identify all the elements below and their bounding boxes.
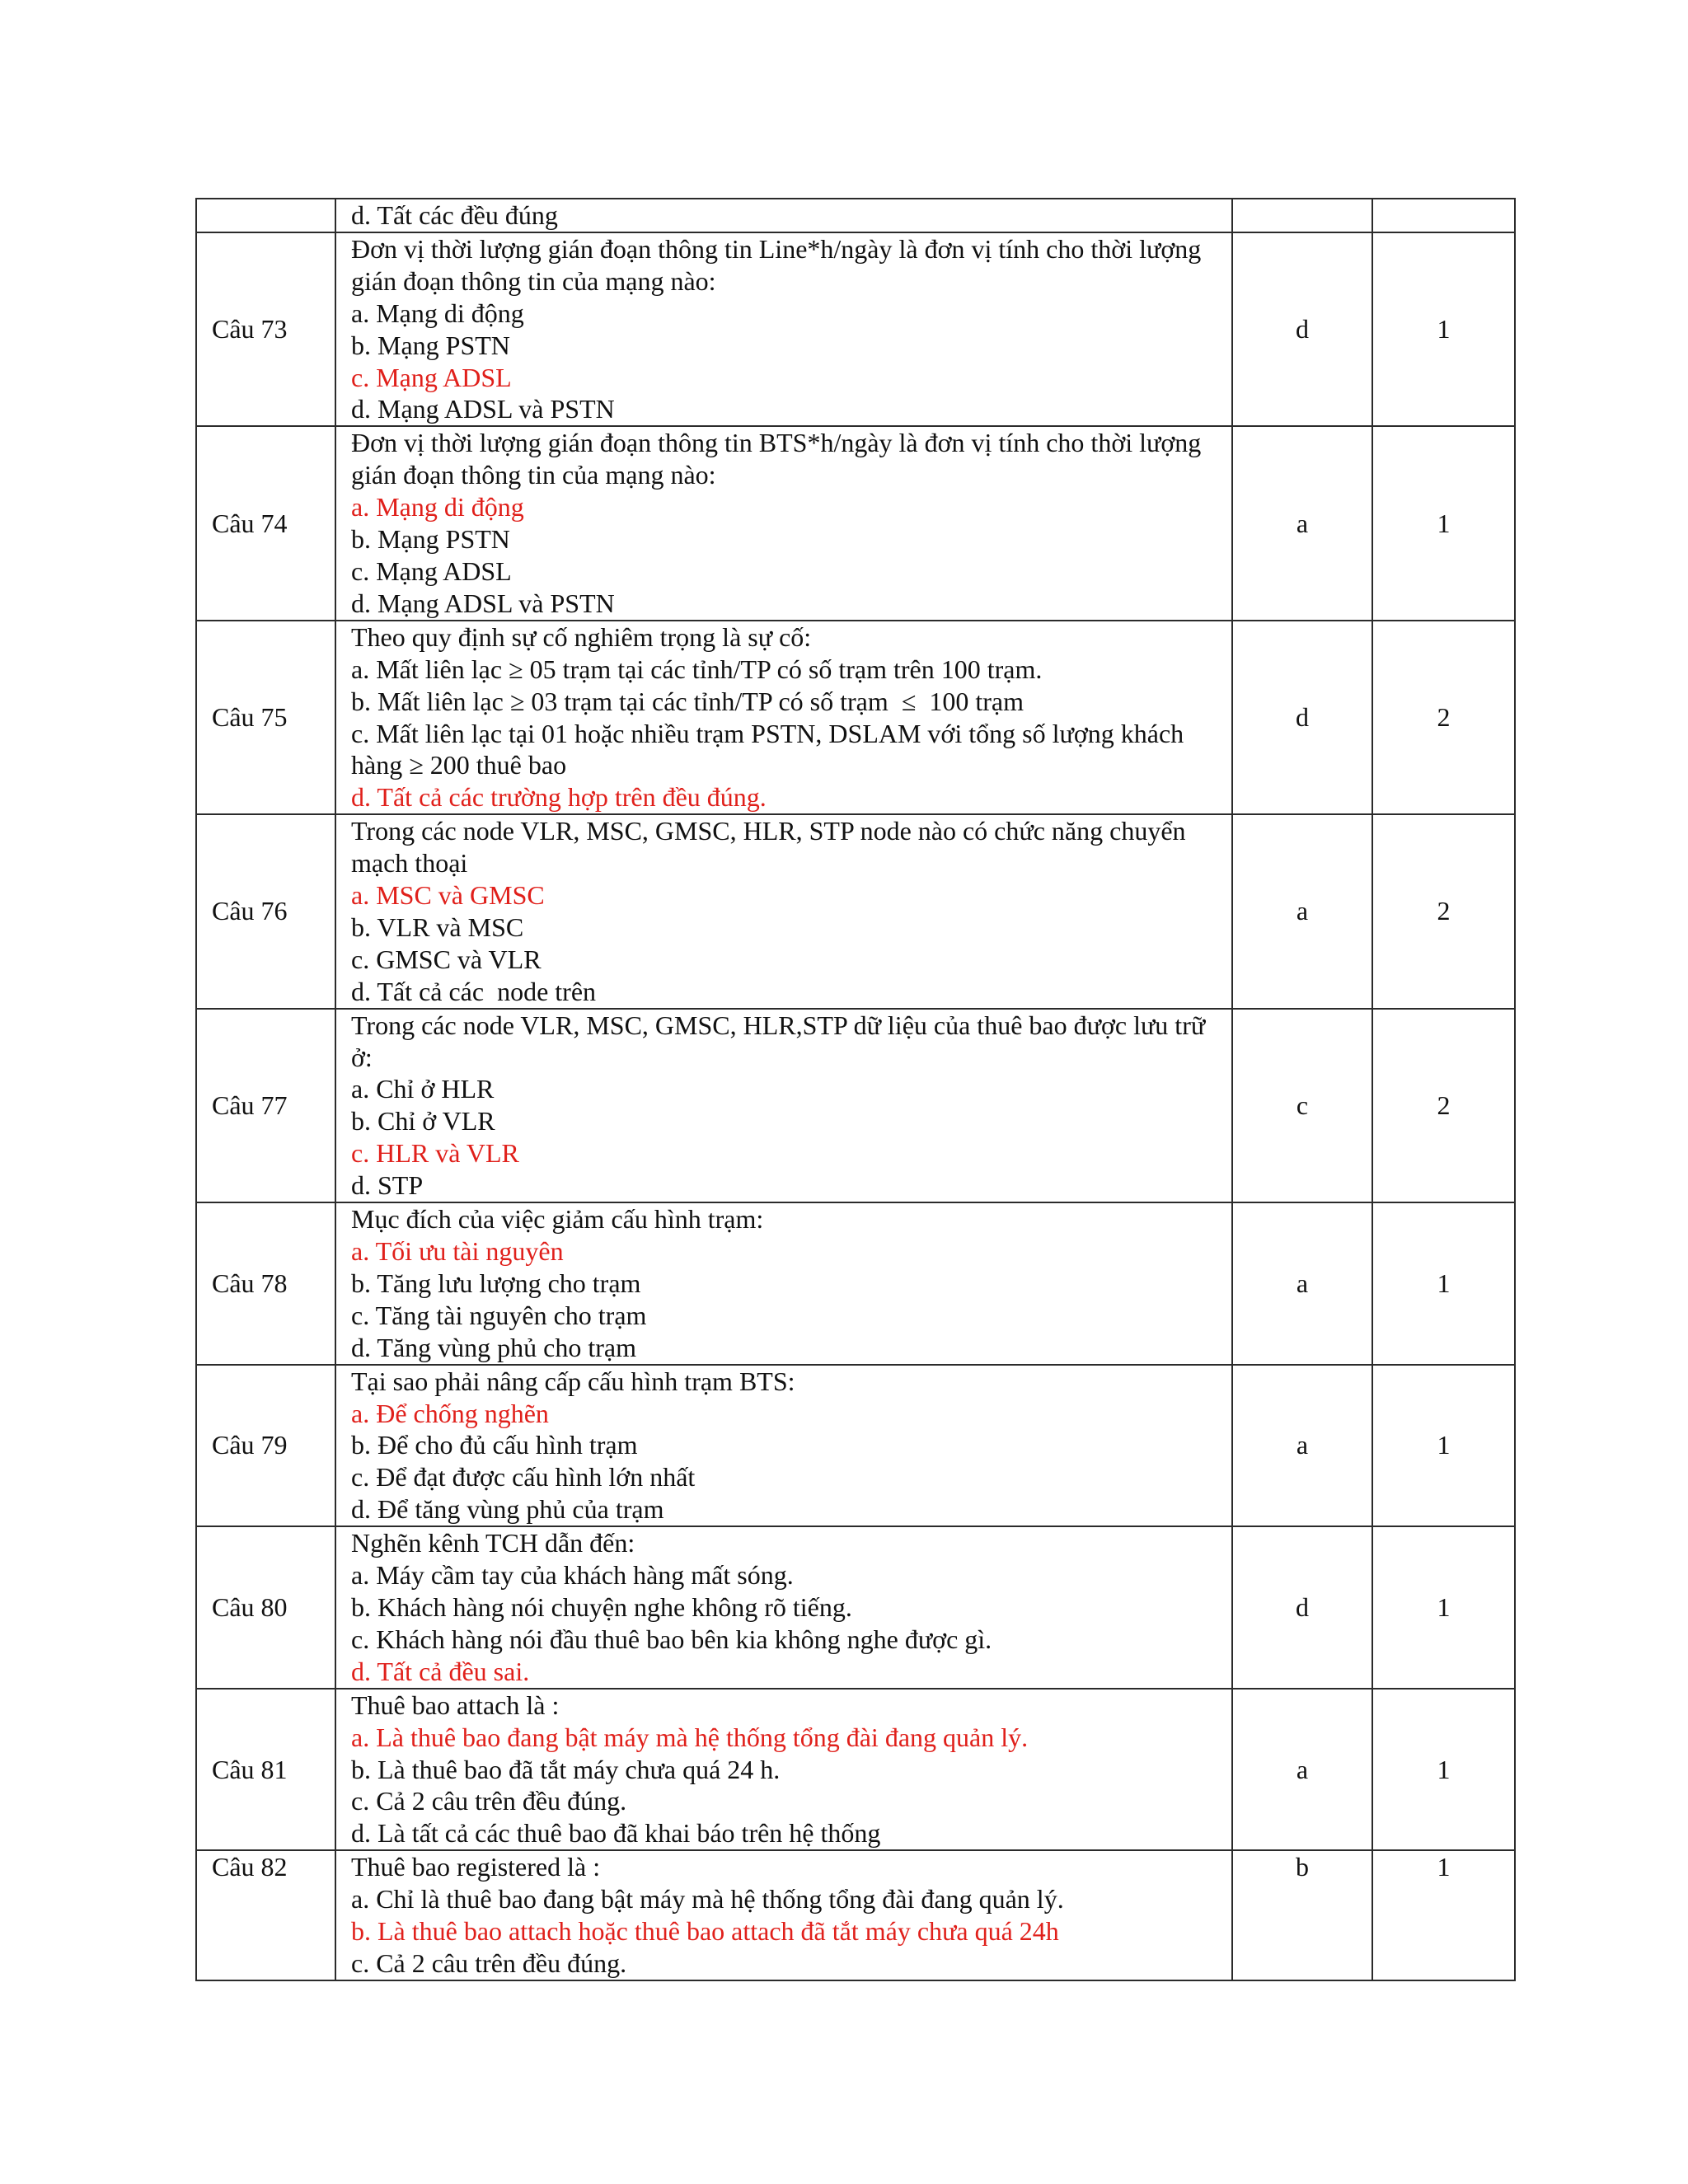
question-row: [196, 621, 1515, 814]
answer-option: b. Mạng PSTN: [351, 330, 510, 360]
answer-option: b. Là thuê bao attach hoặc thuê bao attach đã tắt máy chưa quá 24h: [351, 1916, 1059, 1947]
correct-answer: a: [1232, 426, 1372, 620]
correct-answer: b: [1232, 1850, 1372, 1980]
question-content: [335, 1202, 1232, 1365]
correct-answer: [1232, 199, 1372, 232]
difficulty-level: 2: [1372, 621, 1515, 814]
answer-option: c. Mạng ADSL: [351, 555, 512, 586]
question-number: [196, 199, 335, 232]
difficulty-level: 1: [1372, 1850, 1515, 1980]
correct-answer: d: [1232, 1526, 1372, 1689]
answer-option: c. HLR và VLR: [351, 1138, 519, 1169]
answer-option: a. Máy cầm tay của khách hàng mất sóng.: [351, 1560, 794, 1591]
answer-option: d. Tăng vùng phủ cho trạm: [351, 1332, 637, 1362]
difficulty-level: 2: [1372, 1009, 1515, 1202]
question-row: [196, 1526, 1515, 1689]
answer-option: a. Chỉ là thuê bao đang bật máy mà hệ thống tổng đài đang quản lý.: [351, 1884, 1064, 1915]
question-row: [196, 1850, 1515, 1980]
answer-option: a. Để chống nghẽn: [351, 1398, 549, 1428]
question-text: Thuê bao registered là :: [351, 1852, 601, 1882]
answer-option: d. Là tất cả các thuê bao đã khai báo trên hệ thống: [351, 1818, 881, 1849]
answer-option: a. Mạng di động: [351, 492, 524, 523]
answer-option: c. Cả 2 câu trên đều đúng.: [351, 1786, 627, 1816]
question-text: Trong các node VLR, MSC, GMSC, HLR, STP node nào có chức năng chuyển mạch thoại: [351, 816, 1193, 879]
answer-option: c. Tăng tài nguyên cho trạm: [351, 1300, 647, 1330]
answer-option: d. Mạng ADSL và PSTN: [351, 394, 615, 424]
question-row: [196, 1202, 1515, 1365]
answer-option: b. Là thuê bao đã tắt máy chưa quá 24 h.: [351, 1754, 781, 1784]
answer-option: c. Khách hàng nói đầu thuê bao bên kia không nghe được gì.: [351, 1624, 992, 1654]
correct-answer: a: [1232, 1202, 1372, 1365]
question-text: Nghẽn kênh TCH dẫn đến:: [351, 1528, 635, 1558]
answer-option: d. Tất cả các trường hợp trên đều đúng.: [351, 782, 767, 813]
question-text: Theo quy định sự cố nghiêm trọng là sự cố:: [351, 621, 812, 652]
question-content: [335, 621, 1232, 814]
difficulty-level: 1: [1372, 232, 1515, 426]
answer-option: d. Để tăng vùng phủ của trạm: [351, 1494, 664, 1525]
answer-option: b. Khách hàng nói chuyện nghe không rõ tiếng.: [351, 1591, 852, 1622]
answer-option: c. Mất liên lạc tại 01 hoặc nhiều trạm PSTN, DSLAM với tổng số lượng khách hàng ≥ 200 thuê bao: [351, 718, 1191, 780]
answer-option: c. Mạng ADSL: [351, 362, 512, 392]
question-number: Câu 82: [196, 1850, 335, 1980]
answer-option: d. STP: [351, 1170, 424, 1201]
question-content: [335, 232, 1232, 426]
question-row: [196, 814, 1515, 1008]
question-number: Câu 77: [196, 1009, 335, 1202]
question-text: Mục đích của việc giảm cấu hình trạm:: [351, 1204, 764, 1235]
answer-option: b. Tăng lưu lượng cho trạm: [351, 1268, 641, 1298]
question-content: [335, 199, 1232, 232]
answer-option: b. Mất liên lạc ≥ 03 trạm tại các tỉnh/TP có số trạm ≤ 100 trạm: [351, 686, 1024, 716]
question-content: [335, 1526, 1232, 1689]
question-row: [196, 199, 1515, 232]
question-row: [196, 232, 1515, 426]
correct-answer: a: [1232, 814, 1372, 1008]
answer-option: c. Cả 2 câu trên đều đúng.: [351, 1947, 627, 1978]
question-content: [335, 1365, 1232, 1527]
question-table: [195, 198, 1516, 1981]
answer-option: a. Là thuê bao đang bật máy mà hệ thống tổng đài đang quản lý.: [351, 1722, 1029, 1752]
question-row: [196, 1009, 1515, 1202]
correct-answer: c: [1232, 1009, 1372, 1202]
answer-option: c. GMSC và VLR: [351, 944, 542, 974]
answer-option: d. Tất cả các node trên: [351, 976, 597, 1006]
question-number: Câu 80: [196, 1526, 335, 1689]
answer-option: b. VLR và MSC: [351, 912, 524, 942]
question-row: [196, 426, 1515, 620]
question-table-body: [196, 199, 1515, 1980]
answer-option: a. Tối ưu tài nguyên: [351, 1236, 564, 1266]
difficulty-level: 1: [1372, 426, 1515, 620]
question-number: Câu 76: [196, 814, 335, 1008]
answer-option: b. Mạng PSTN: [351, 524, 510, 555]
question-row: [196, 1689, 1515, 1851]
answer-option: d. Tất cả đều sai.: [351, 1656, 530, 1686]
answer-option: a. Chỉ ở HLR: [351, 1074, 495, 1104]
question-text: Đơn vị thời lượng gián đoạn thông tin BTS*h/ngày là đơn vị tính cho thời lượng gián đoạn thông tin của mạng nào:: [351, 428, 1208, 490]
question-number: Câu 74: [196, 426, 335, 620]
question-text: Tại sao phải nâng cấp cấu hình trạm BTS:: [351, 1366, 795, 1396]
correct-answer: a: [1232, 1365, 1372, 1527]
answer-option: c. Để đạt được cấu hình lớn nhất: [351, 1462, 696, 1493]
difficulty-level: 1: [1372, 1365, 1515, 1527]
answer-option: d. Tất các đều đúng: [351, 200, 558, 230]
answer-option: a. Mất liên lạc ≥ 05 trạm tại các tỉnh/TP có số trạm trên 100 trạm.: [351, 654, 1043, 684]
question-content: [335, 426, 1232, 620]
question-number: Câu 78: [196, 1202, 335, 1365]
question-text: Đơn vị thời lượng gián đoạn thông tin Line*h/ngày là đơn vị tính cho thời lượng gián đoạn thông tin của mạng nào:: [351, 233, 1208, 296]
question-table-page: [195, 198, 1514, 1981]
answer-option: a. MSC và GMSC: [351, 880, 545, 911]
difficulty-level: 1: [1372, 1202, 1515, 1365]
difficulty-level: 2: [1372, 814, 1515, 1008]
correct-answer: d: [1232, 621, 1372, 814]
question-text: Thuê bao attach là :: [351, 1690, 560, 1720]
correct-answer: d: [1232, 232, 1372, 426]
difficulty-level: 1: [1372, 1689, 1515, 1851]
difficulty-level: [1372, 199, 1515, 232]
difficulty-level: 1: [1372, 1526, 1515, 1689]
question-text: Trong các node VLR, MSC, GMSC, HLR,STP dữ liệu của thuê bao được lưu trữ ở:: [351, 1010, 1212, 1072]
answer-option: d. Mạng ADSL và PSTN: [351, 588, 615, 618]
answer-option: b. Để cho đủ cấu hình trạm: [351, 1430, 638, 1460]
question-number: Câu 73: [196, 232, 335, 426]
question-number: Câu 79: [196, 1365, 335, 1527]
question-content: [335, 814, 1232, 1008]
question-content: [335, 1689, 1232, 1851]
correct-answer: a: [1232, 1689, 1372, 1851]
question-number: Câu 75: [196, 621, 335, 814]
question-number: Câu 81: [196, 1689, 335, 1851]
question-content: [335, 1009, 1232, 1202]
question-row: [196, 1365, 1515, 1527]
answer-option: a. Mạng di động: [351, 298, 524, 328]
answer-option: b. Chỉ ở VLR: [351, 1106, 495, 1137]
question-content: [335, 1850, 1232, 1980]
